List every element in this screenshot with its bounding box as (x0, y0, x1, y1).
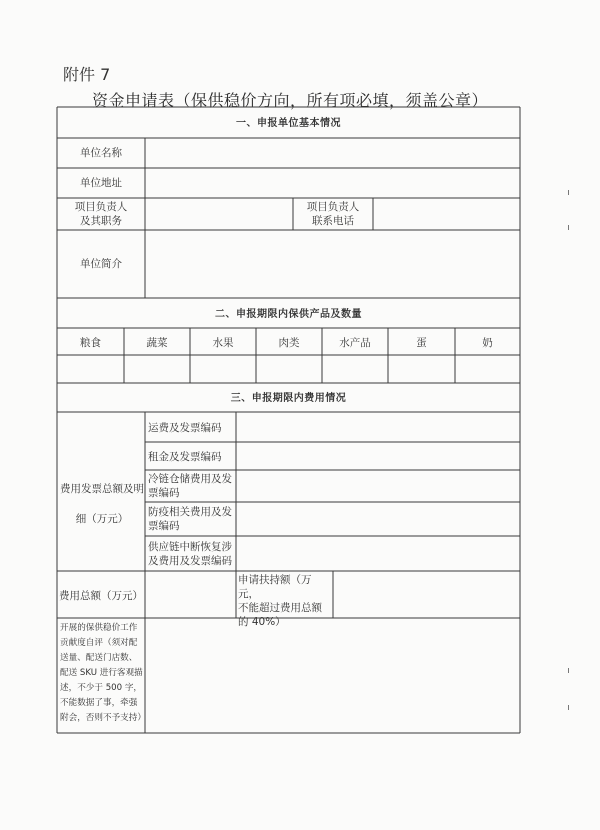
product-aquatic: 水产品 (339, 337, 371, 349)
product-eggs: 蛋 (416, 337, 427, 349)
apply-amount-label-line-2: 不能超过费用总额 (238, 602, 322, 614)
apply-amount-label-line-1: 申请扶持额（万元， (238, 574, 312, 600)
epidemic-fee-label-line-2: 票编码 (148, 520, 180, 532)
epidemic-fee-label-line-1: 防疫相关费用及发 (148, 506, 232, 518)
transport-fee-label: 运费及发票编码 (148, 422, 222, 434)
product-milk: 奶 (482, 337, 493, 349)
total-expense-label: 费用总额（万元） (59, 590, 143, 602)
self-evaluation-line-6: 不能数据了事，牵强 (60, 698, 138, 708)
product-grain: 粮食 (80, 337, 101, 349)
cold-chain-fee-label-line-2: 票编码 (148, 487, 180, 499)
expense-detail-label (59, 474, 145, 534)
leader-phone-label-line-2: 联系电话 (312, 215, 354, 227)
binding-mark (568, 225, 569, 230)
unit-intro-label: 单位简介 (80, 258, 122, 270)
leader-label-line-2: 及其职务 (80, 215, 122, 227)
binding-mark (568, 668, 569, 673)
self-evaluation-line-7: 附会，否则不予支持） (60, 713, 146, 723)
apply-amount-label (238, 573, 332, 629)
product-vegetables: 蔬菜 (146, 337, 168, 349)
rent-fee-label: 租金及发票编码 (148, 451, 222, 463)
self-evaluation-line-1: 开展的保供稳价工作 (60, 623, 138, 633)
section-basic-info-heading: 一、申报单位基本情况 (236, 118, 341, 129)
form-title: 资金申请表（保供稳价方向，所有项必填，须盖公章） (91, 91, 488, 110)
leader-label-line-1: 项目负责人 (74, 201, 128, 213)
binding-mark (568, 705, 569, 710)
unit-name-label: 单位名称 (80, 147, 122, 159)
cold-chain-fee-label (148, 472, 232, 500)
self-evaluation-line-3: 送量、配送门店数、 (60, 653, 138, 663)
supply-chain-fee-label-line-2: 及费用及发票编码 (148, 555, 232, 567)
self-evaluation-line-5: 述，不少于 500 字， (60, 683, 143, 693)
cold-chain-fee-label-line-1: 冷链仓储费用及发 (148, 473, 232, 485)
self-evaluation-label (60, 621, 146, 726)
epidemic-fee-label (148, 505, 232, 533)
self-evaluation-line-2: 贡献度自评（须对配 (60, 638, 138, 648)
leader-phone-label-line-1: 项目负责人 (306, 201, 360, 213)
section-expenses-heading: 三、申报期限内费用情况 (230, 393, 347, 404)
expense-detail-label-line-2: 细（万元） (75, 513, 129, 525)
supply-chain-fee-label-line-1: 供应链中断恢复涉 (148, 541, 232, 553)
leader-phone-label (293, 200, 373, 228)
product-fruit: 水果 (212, 337, 234, 349)
apply-amount-label-line-3: 的 40%） (238, 616, 286, 628)
attachment-label: 附件 7 (63, 65, 111, 84)
section-products-heading: 二、申报期限内保供产品及数量 (215, 309, 362, 320)
leader-label (57, 200, 145, 228)
supply-chain-fee-label (148, 540, 232, 568)
self-evaluation-line-4: 配送 SKU 进行客观描 (60, 668, 143, 678)
product-meat: 肉类 (278, 337, 300, 349)
expense-detail-label-line-1: 费用发票总额及明 (60, 483, 144, 495)
binding-mark (568, 190, 569, 195)
unit-address-label: 单位地址 (80, 177, 122, 189)
